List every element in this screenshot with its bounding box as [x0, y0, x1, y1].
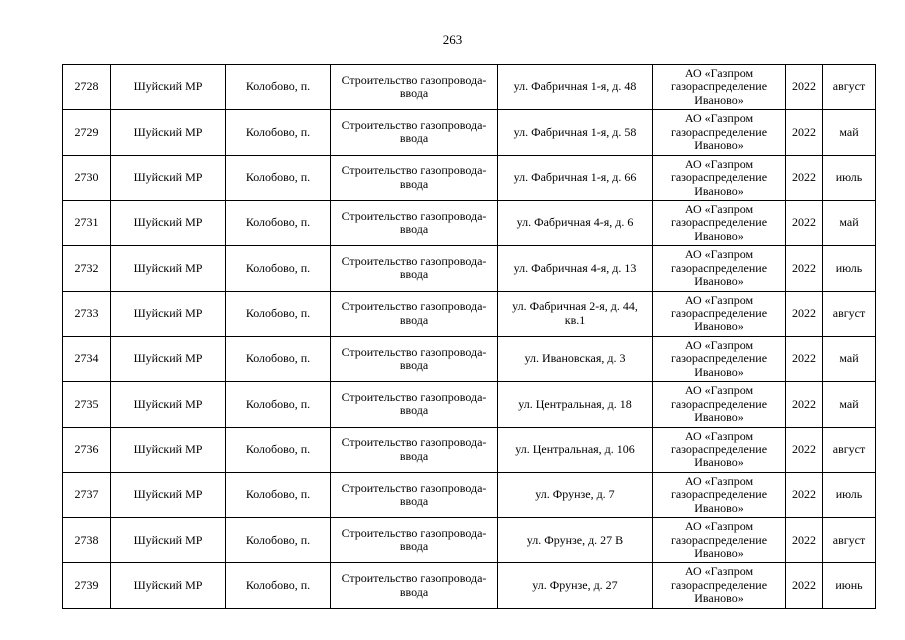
cell-settlement: Колобово, п.	[226, 336, 331, 381]
cell-organization: АО «Газпром газораспределение Иваново»	[653, 110, 786, 155]
cell-settlement: Колобово, п.	[226, 291, 331, 336]
cell-year: 2022	[786, 563, 823, 608]
cell-work: Строительство газопровода-ввода	[331, 518, 498, 563]
cell-year: 2022	[786, 110, 823, 155]
table-row	[63, 336, 876, 381]
cell-year: 2022	[786, 382, 823, 427]
cell-address: ул. Центральная, д. 106	[498, 427, 653, 472]
cell-organization: АО «Газпром газораспределение Иваново»	[653, 336, 786, 381]
cell-organization: АО «Газпром газораспределение Иваново»	[653, 472, 786, 517]
cell-settlement: Колобово, п.	[226, 563, 331, 608]
cell-id: 2734	[63, 336, 111, 381]
cell-address: ул. Центральная, д. 18	[498, 382, 653, 427]
cell-id: 2736	[63, 427, 111, 472]
table-body	[63, 65, 876, 609]
cell-month: май	[823, 200, 876, 245]
cell-district: Шуйский МР	[111, 336, 226, 381]
cell-settlement: Колобово, п.	[226, 110, 331, 155]
cell-id: 2729	[63, 110, 111, 155]
cell-address: ул. Ивановская, д. 3	[498, 336, 653, 381]
cell-year: 2022	[786, 200, 823, 245]
cell-work: Строительство газопровода-ввода	[331, 110, 498, 155]
cell-year: 2022	[786, 246, 823, 291]
table-row	[63, 246, 876, 291]
table-row	[63, 472, 876, 517]
cell-address: ул. Фабричная 1-я, д. 66	[498, 155, 653, 200]
cell-address: ул. Фабричная 1-я, д. 48	[498, 65, 653, 110]
cell-settlement: Колобово, п.	[226, 472, 331, 517]
cell-year: 2022	[786, 472, 823, 517]
cell-organization: АО «Газпром газораспределение Иваново»	[653, 246, 786, 291]
cell-id: 2739	[63, 563, 111, 608]
cell-organization: АО «Газпром газораспределение Иваново»	[653, 291, 786, 336]
cell-address: ул. Фабричная 2-я, д. 44, кв.1	[498, 291, 653, 336]
cell-district: Шуйский МР	[111, 563, 226, 608]
cell-organization: АО «Газпром газораспределение Иваново»	[653, 155, 786, 200]
cell-organization: АО «Газпром газораспределение Иваново»	[653, 518, 786, 563]
cell-address: ул. Фрунзе, д. 7	[498, 472, 653, 517]
cell-settlement: Колобово, п.	[226, 65, 331, 110]
table-row	[63, 291, 876, 336]
table-row	[63, 427, 876, 472]
cell-settlement: Колобово, п.	[226, 200, 331, 245]
cell-district: Шуйский МР	[111, 65, 226, 110]
cell-month: май	[823, 382, 876, 427]
cell-organization: АО «Газпром газораспределение Иваново»	[653, 65, 786, 110]
cell-id: 2735	[63, 382, 111, 427]
cell-address: ул. Фабричная 4-я, д. 6	[498, 200, 653, 245]
cell-work: Строительство газопровода-ввода	[331, 336, 498, 381]
cell-work: Строительство газопровода-ввода	[331, 472, 498, 517]
cell-district: Шуйский МР	[111, 518, 226, 563]
cell-address: ул. Фрунзе, д. 27	[498, 563, 653, 608]
schedule-table	[62, 64, 876, 609]
cell-work: Строительство газопровода-ввода	[331, 427, 498, 472]
cell-month: август	[823, 65, 876, 110]
cell-id: 2732	[63, 246, 111, 291]
cell-district: Шуйский МР	[111, 472, 226, 517]
cell-settlement: Колобово, п.	[226, 246, 331, 291]
cell-settlement: Колобово, п.	[226, 427, 331, 472]
cell-id: 2733	[63, 291, 111, 336]
cell-district: Шуйский МР	[111, 382, 226, 427]
cell-month: август	[823, 291, 876, 336]
cell-id: 2728	[63, 65, 111, 110]
cell-settlement: Колобово, п.	[226, 518, 331, 563]
cell-year: 2022	[786, 65, 823, 110]
page-number: 263	[442, 32, 463, 47]
table-row	[63, 110, 876, 155]
cell-organization: АО «Газпром газораспределение Иваново»	[653, 427, 786, 472]
cell-organization: АО «Газпром газораспределение Иваново»	[653, 200, 786, 245]
cell-work: Строительство газопровода-ввода	[331, 563, 498, 608]
cell-month: май	[823, 336, 876, 381]
cell-id: 2738	[63, 518, 111, 563]
cell-id: 2737	[63, 472, 111, 517]
cell-id: 2730	[63, 155, 111, 200]
cell-settlement: Колобово, п.	[226, 155, 331, 200]
cell-address: ул. Фабричная 4-я, д. 13	[498, 246, 653, 291]
cell-district: Шуйский МР	[111, 246, 226, 291]
cell-month: август	[823, 518, 876, 563]
table-row	[63, 563, 876, 608]
cell-year: 2022	[786, 427, 823, 472]
cell-address: ул. Фрунзе, д. 27 В	[498, 518, 653, 563]
cell-district: Шуйский МР	[111, 155, 226, 200]
cell-month: июль	[823, 155, 876, 200]
table-row	[63, 65, 876, 110]
table-row	[63, 155, 876, 200]
cell-settlement: Колобово, п.	[226, 382, 331, 427]
cell-address: ул. Фабричная 1-я, д. 58	[498, 110, 653, 155]
cell-district: Шуйский МР	[111, 110, 226, 155]
cell-work: Строительство газопровода-ввода	[331, 291, 498, 336]
cell-month: май	[823, 110, 876, 155]
cell-work: Строительство газопровода-ввода	[331, 382, 498, 427]
cell-district: Шуйский МР	[111, 427, 226, 472]
cell-month: июнь	[823, 563, 876, 608]
cell-year: 2022	[786, 336, 823, 381]
cell-year: 2022	[786, 291, 823, 336]
cell-work: Строительство газопровода-ввода	[331, 200, 498, 245]
table-row	[63, 518, 876, 563]
cell-year: 2022	[786, 155, 823, 200]
cell-month: август	[823, 427, 876, 472]
cell-organization: АО «Газпром газораспределение Иваново»	[653, 563, 786, 608]
cell-work: Строительство газопровода-ввода	[331, 155, 498, 200]
table-row	[63, 200, 876, 245]
cell-month: июль	[823, 246, 876, 291]
cell-district: Шуйский МР	[111, 291, 226, 336]
cell-month: июль	[823, 472, 876, 517]
cell-work: Строительство газопровода-ввода	[331, 246, 498, 291]
cell-year: 2022	[786, 518, 823, 563]
cell-district: Шуйский МР	[111, 200, 226, 245]
table-row	[63, 382, 876, 427]
cell-organization: АО «Газпром газораспределение Иваново»	[653, 382, 786, 427]
cell-work: Строительство газопровода-ввода	[331, 65, 498, 110]
cell-id: 2731	[63, 200, 111, 245]
